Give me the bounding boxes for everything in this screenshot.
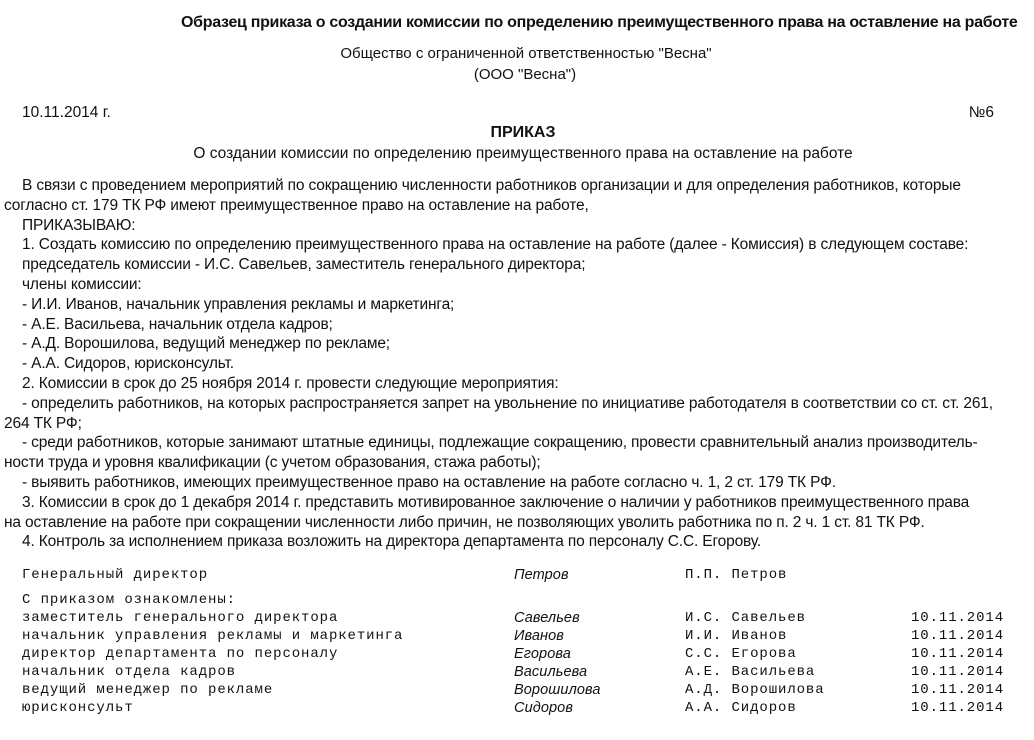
- body-line: - А.Е. Васильева, начальник отдела кадров;: [22, 315, 333, 333]
- ack-signature: Савельев: [514, 610, 580, 626]
- body-line: ности труда и уровня квалификации (с учетом образования, стажа работы);: [4, 454, 541, 472]
- director-position: Генеральный директор: [22, 567, 209, 583]
- ack-name: С.С. Егорова: [685, 646, 797, 662]
- acknowledgement-heading-row: [0, 592, 1034, 610]
- body-line: ПРИКАЗЫВАЮ:: [22, 216, 136, 234]
- order-number: №6: [968, 104, 994, 121]
- ack-position: начальник управления рекламы и маркетинга: [22, 628, 404, 644]
- ack-position: заместитель генерального директора: [22, 610, 339, 626]
- ack-signature: Сидоров: [514, 700, 574, 716]
- body-line: согласно ст. 179 ТК РФ имеют преимущественное право на оставление на работе,: [4, 196, 589, 214]
- body-line: - А.А. Сидоров, юрисконсульт.: [22, 355, 234, 373]
- body-line: - И.И. Иванов, начальник управления рекламы и маркетинга;: [22, 295, 455, 313]
- ack-position: ведущий менеджер по рекламе: [22, 682, 274, 698]
- acknowledgement-row: [0, 628, 1034, 646]
- body-line: 3. Комиссии в срок до 1 декабря 2014 г. представить мотивированное заключение о наличии у работников преимущественного права: [22, 493, 970, 511]
- body-line: 1. Создать комиссию по определению преимущественного права на оставление на работе (далее - Комиссия) в следующем составе:: [22, 236, 969, 254]
- ack-name: И.С. Савельев: [685, 610, 806, 626]
- ack-date: 10.11.2014: [911, 664, 1005, 680]
- body-line: - определить работников, на которых распространяется запрет на увольнение по инициативе работодателя в соответствии со ст. ст. 261,: [22, 394, 993, 412]
- director-name: П.П. Петров: [685, 567, 788, 583]
- body-line: В связи с проведением мероприятий по сокращению численности работников организации и для определения работников, которые: [22, 177, 961, 194]
- body-line: председатель комиссии - И.С. Савельев, заместитель генерального директора;: [22, 256, 586, 274]
- director-signature: Петров: [514, 567, 569, 583]
- order-date: 10.11.2014 г.: [22, 104, 111, 121]
- organization-name: Общество с ограниченной ответственностью "Весна": [340, 45, 712, 62]
- acknowledgement-row: [0, 682, 1034, 700]
- body-line: 264 ТК РФ;: [4, 414, 82, 432]
- acknowledgement-row: [0, 610, 1034, 628]
- ack-signature: Иванов: [514, 628, 564, 644]
- ack-name: А.Д. Ворошилова: [685, 682, 825, 698]
- ack-name: А.А. Сидоров: [685, 700, 797, 716]
- body-line: 2. Комиссии в срок до 25 ноября 2014 г. провести следующие мероприятия:: [22, 374, 559, 392]
- ack-signature: Васильева: [514, 664, 588, 680]
- body-line: - среди работников, которые занимают штатные единицы, подлежащие сокращению, провести сравнительный анализ производитель-: [22, 434, 978, 452]
- acknowledgement-row: [0, 700, 1034, 718]
- ack-position: юрисконсульт: [22, 700, 134, 716]
- ack-date: 10.11.2014: [911, 682, 1005, 698]
- body-line: 4. Контроль за исполнением приказа возложить на директора департамента по персоналу С.С. Егорову.: [22, 533, 762, 551]
- order-heading: ПРИКАЗ: [490, 124, 556, 141]
- ack-signature: Егорова: [514, 646, 571, 662]
- ack-date: 10.11.2014: [911, 700, 1005, 716]
- body-line: - А.Д. Ворошилова, ведущий менеджер по рекламе;: [22, 335, 390, 353]
- body-line: - выявить работников, имеющих преимущественное право на оставление на работе согласно ч. 1, 2 ст. 179 ТК РФ.: [22, 473, 836, 491]
- director-signature-row: [0, 567, 1034, 585]
- ack-position: начальник отдела кадров: [22, 664, 236, 680]
- order-subject: О создании комиссии по определению преимущественного права на оставление на работе: [193, 145, 853, 162]
- ack-date: 10.11.2014: [911, 646, 1005, 662]
- organization-short-name: (ООО "Весна"): [473, 66, 577, 83]
- ack-date: 10.11.2014: [911, 628, 1005, 644]
- document-title: Образец приказа о создании комиссии по определению преимущественного права на оставление на работе: [181, 14, 1018, 31]
- ack-position: директор департамента по персоналу: [22, 646, 339, 662]
- acknowledgement-row: [0, 664, 1034, 682]
- acknowledgement-heading: С приказом ознакомлены:: [22, 592, 236, 608]
- order-body: [4, 176, 1028, 552]
- acknowledgement-row: [0, 646, 1034, 664]
- ack-date: 10.11.2014: [911, 610, 1005, 626]
- ack-name: И.И. Иванов: [685, 628, 788, 644]
- ack-signature: Ворошилова: [514, 682, 601, 698]
- ack-name: А.Е. Васильева: [685, 664, 816, 680]
- body-line: члены комиссии:: [22, 275, 142, 293]
- body-line: на оставление на работе при сокращении численности либо причин, не позволяющих уволить работника по п. 2 ч. 1 ст. 81 ТК РФ.: [4, 513, 925, 531]
